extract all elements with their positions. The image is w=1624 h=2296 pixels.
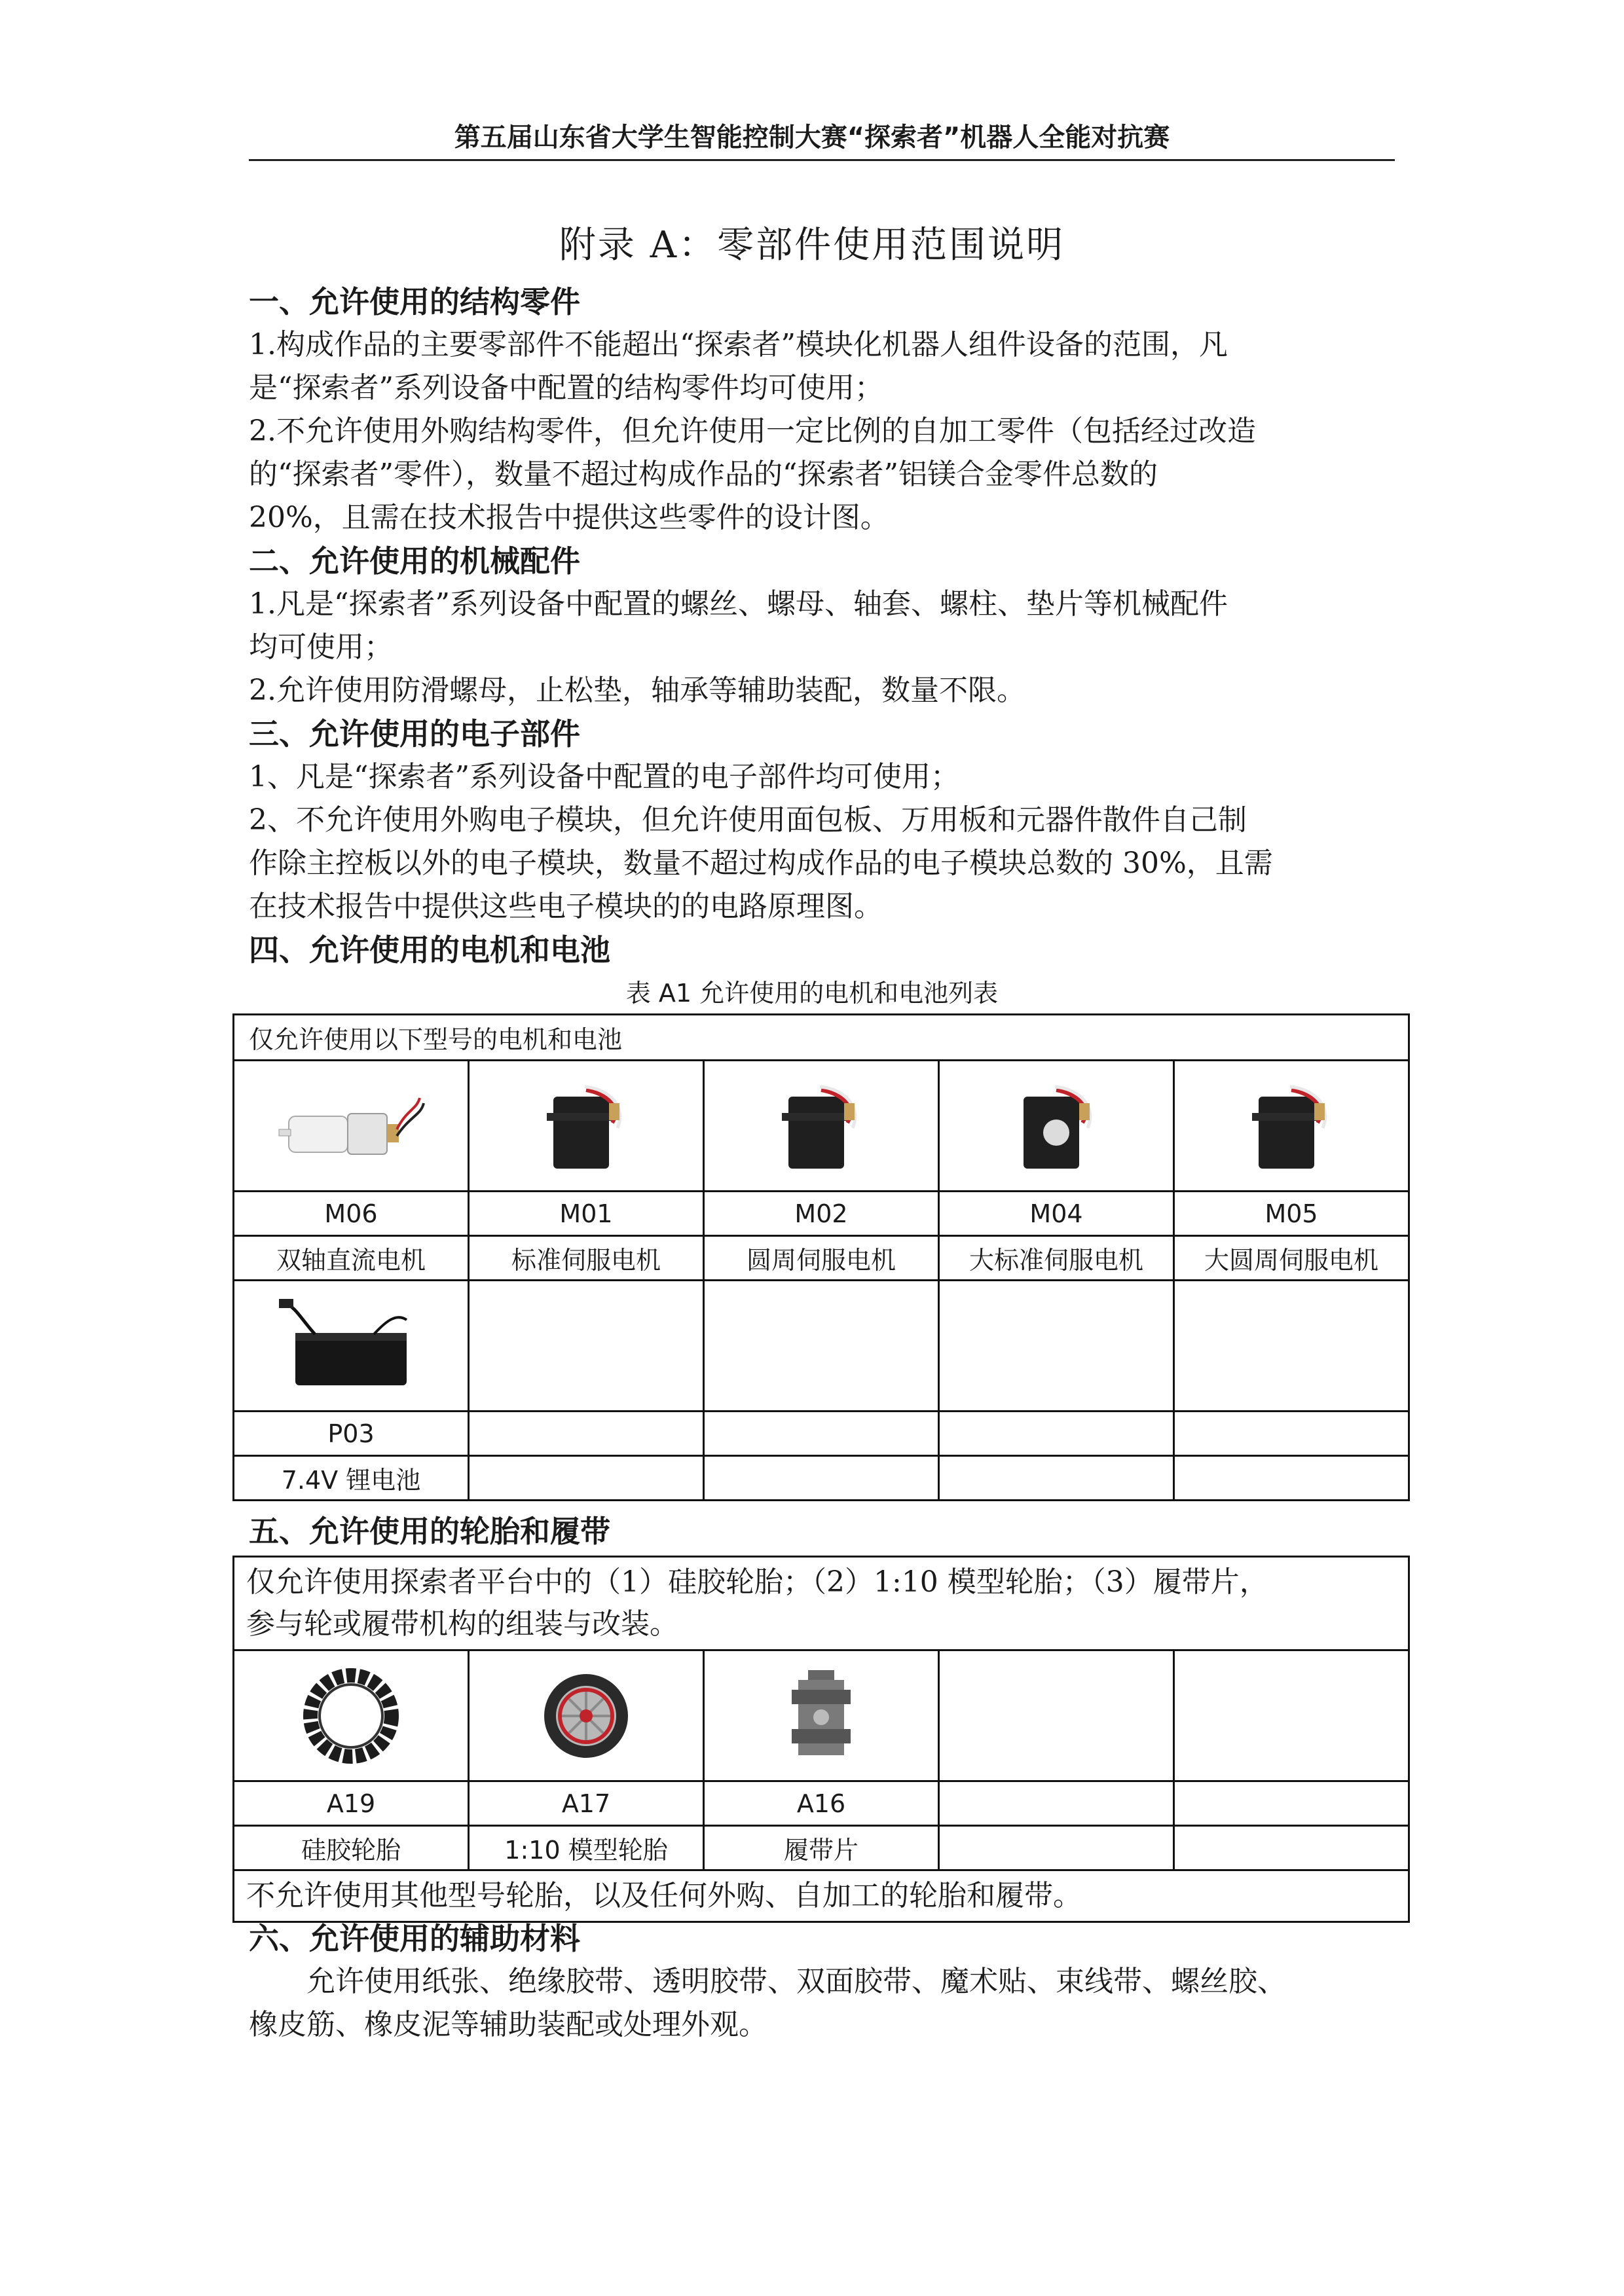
section-1-line-4: 的“探索者”零件），数量不超过构成作品的“探索者”铝镁合金零件总数的 — [249, 458, 1158, 491]
section-3-line-3: 作除主控板以外的电子模块，数量不超过构成作品的电子模块总数的 30%，且需 — [249, 847, 1273, 880]
part-code: M02 — [704, 1192, 939, 1236]
section-6-heading: 六、允许使用的辅助材料 — [249, 1921, 580, 1956]
tire-image-cell — [469, 1650, 704, 1781]
empty-cell — [469, 1412, 704, 1456]
section-3-line-1: 1、凡是“探索者”系列设备中配置的电子部件均可使用； — [249, 760, 959, 793]
empty-cell — [469, 1281, 704, 1412]
motor-image-cell — [469, 1061, 704, 1192]
tire-table-intro — [234, 1557, 1409, 1650]
servo-icon — [1246, 1077, 1337, 1175]
part-code: M06 — [234, 1192, 469, 1236]
empty-cell — [939, 1650, 1174, 1781]
empty-cell — [704, 1412, 939, 1456]
part-code: M04 — [939, 1192, 1174, 1236]
part-code: A17 — [469, 1781, 704, 1826]
section-1-heading: 一、允许使用的结构零件 — [249, 284, 580, 319]
section-6-line-1: 允许使用纸张、绝缘胶带、透明胶带、双面胶带、魔术贴、束线带、螺丝胶、 — [306, 1965, 1286, 1998]
table-a1-header: 仅允许使用以下型号的电机和电池 — [234, 1015, 1409, 1061]
section-6-line-2: 橡皮筋、橡皮泥等辅助装配或处理外观。 — [249, 2008, 767, 2041]
empty-cell — [939, 1412, 1174, 1456]
part-code: A19 — [234, 1781, 469, 1826]
tire-intro-line-2: 参与轮或履带机构的组装与改装。 — [246, 1607, 678, 1641]
tire-track-table — [232, 1556, 1410, 1923]
empty-cell — [1174, 1281, 1409, 1412]
section-1-line-3: 2.不允许使用外购结构零件，但允许使用一定比例的自加工零件（包括经过改造 — [249, 414, 1256, 448]
empty-cell — [939, 1456, 1174, 1501]
dc-motor-icon — [276, 1084, 426, 1169]
part-name: 履带片 — [704, 1826, 939, 1870]
section-1-line-5: 20%，且需在技术报告中提供这些零件的设计图。 — [249, 501, 889, 534]
motor-image-cell — [939, 1061, 1174, 1192]
part-code: A16 — [704, 1781, 939, 1826]
part-name: 7.4V 锂电池 — [234, 1456, 469, 1501]
section-5-heading: 五、允许使用的轮胎和履带 — [249, 1514, 610, 1549]
battery-icon — [276, 1294, 426, 1398]
part-name: 大圆周伺服电机 — [1174, 1236, 1409, 1281]
section-2-line-1: 1.凡是“探索者”系列设备中配置的螺丝、螺母、轴套、螺柱、垫片等机械配件 — [249, 587, 1228, 621]
section-4-heading: 四、允许使用的电机和电池 — [249, 932, 610, 968]
motor-image-cell — [1174, 1061, 1409, 1192]
part-code: M01 — [469, 1192, 704, 1236]
empty-cell — [1174, 1456, 1409, 1501]
empty-cell — [704, 1456, 939, 1501]
section-1-line-2: 是“探索者”系列设备中配置的结构零件均可使用； — [249, 371, 883, 405]
empty-cell — [939, 1281, 1174, 1412]
servo-icon — [775, 1077, 867, 1175]
section-3-line-4: 在技术报告中提供这些电子模块的的电路原理图。 — [249, 890, 883, 923]
empty-cell — [1174, 1781, 1409, 1826]
tire-image-cell — [234, 1650, 469, 1781]
model-tire-icon — [537, 1667, 635, 1765]
empty-cell — [939, 1826, 1174, 1870]
section-2-line-3: 2.允许使用防滑螺母，止松垫，轴承等辅助装配，数量不限。 — [249, 674, 1025, 707]
track-piece-icon — [775, 1667, 867, 1765]
motor-image-cell — [704, 1061, 939, 1192]
tire-image-cell — [704, 1650, 939, 1781]
part-name: 1:10 模型轮胎 — [469, 1826, 704, 1870]
part-name: 双轴直流电机 — [234, 1236, 469, 1281]
appendix-title: 附录 A：零部件使用范围说明 — [559, 224, 1065, 266]
part-code: P03 — [234, 1412, 469, 1456]
running-header: 第五届山东省大学生智能控制大赛“探索者”机器人全能对抗赛 — [454, 122, 1170, 153]
section-3-heading: 三、允许使用的电子部件 — [249, 716, 580, 752]
servo-icon — [540, 1077, 632, 1175]
servo-icon — [1010, 1077, 1102, 1175]
header-divider — [249, 159, 1395, 161]
empty-cell — [469, 1456, 704, 1501]
part-name: 圆周伺服电机 — [704, 1236, 939, 1281]
motor-battery-table — [232, 1013, 1410, 1501]
section-1-line-1: 1.构成作品的主要零部件不能超出“探索者”模块化机器人组件设备的范围，凡 — [249, 328, 1228, 361]
part-code: M05 — [1174, 1192, 1409, 1236]
motor-image-cell — [234, 1061, 469, 1192]
tire-intro-line-1: 仅允许使用探索者平台中的（1）硅胶轮胎；（2）1:10 模型轮胎；（3）履带片， — [246, 1565, 1268, 1599]
battery-image-cell — [234, 1281, 469, 1412]
part-name: 标准伺服电机 — [469, 1236, 704, 1281]
empty-cell — [1174, 1826, 1409, 1870]
part-name: 硅胶轮胎 — [234, 1826, 469, 1870]
empty-cell — [1174, 1650, 1409, 1781]
part-name: 大标准伺服电机 — [939, 1236, 1174, 1281]
empty-cell — [704, 1281, 939, 1412]
section-2-line-2: 均可使用； — [249, 630, 393, 664]
section-2-heading: 二、允许使用的机械配件 — [249, 543, 580, 579]
empty-cell — [1174, 1412, 1409, 1456]
empty-cell — [939, 1781, 1174, 1826]
tire-table-footer: 不允许使用其他型号轮胎，以及任何外购、自加工的轮胎和履带。 — [234, 1870, 1409, 1922]
section-3-line-2: 2、不允许使用外购电子模块，但允许使用面包板、万用板和元器件散件自己制 — [249, 803, 1247, 837]
silicone-tire-icon — [302, 1667, 400, 1765]
table-a1-caption: 表 A1 允许使用的电机和电池列表 — [625, 979, 999, 1008]
